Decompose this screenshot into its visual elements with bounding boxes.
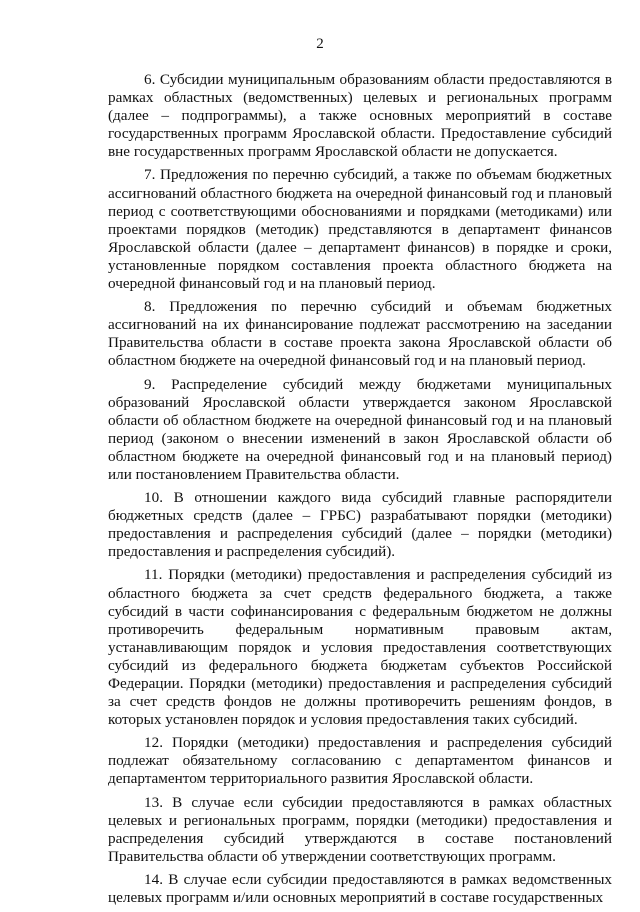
- page-number: 2: [316, 36, 324, 52]
- paragraph-12: 12. Порядки (методики) предоставления и распределения субсидий подлежат обязательному согласованию с департаментом финансов и департаментом территориального развития Ярославской области.: [108, 734, 612, 788]
- paragraph-9: 9. Распределение субсидий между бюджетами муниципальных образований Ярославской области утверждается законом Ярославской области об областном бюджете на очередной финансовый год и на плановый период (законом о внесении изменений в закон Ярославской области об областном бюджете на очередной финансовый год и на плановый период) или постановлением Правительства области.: [108, 375, 612, 483]
- paragraph-13: 13. В случае если субсидии предоставляются в рамках областных целевых и региональных программ, порядки (методики) предоставления и распределения субсидий утверждаются в составе постановлений Правительства области об утверждении соответствующих программ.: [108, 793, 612, 865]
- paragraph-8: 8. Предложения по перечню субсидий и объемам бюджетных ассигнований на их финансирование подлежат рассмотрению на заседании Правительства области в составе проекта закона Ярославской области об областном бюджете на очередной финансовый год и на плановый период.: [108, 298, 612, 370]
- document-body: [108, 71, 612, 912]
- paragraph-10: 10. В отношении каждого вида субсидий главные распорядители бюджетных средств (далее – ГРБС) разрабатывают порядки (методики) предоставления и распределения субсидий (далее – порядки (методики) предоставления и распределения субсидий).: [108, 489, 612, 561]
- paragraph-14: 14. В случае если субсидии предоставляются в рамках ведомственных целевых программ и/или основных мероприятий в составе государственных: [108, 870, 612, 907]
- paragraph-11: 11. Порядки (методики) предоставления и распределения субсидий из областного бюджета за счет средств федерального бюджета, а также субсидий в части софинансирования с федеральным бюджетом не должны противоречить федеральным нормативным правовым актам, устанавливающим порядок и условия предоставления соответствующих субсидий из федерального бюджета бюджетам субъектов Российской Федерации. Порядки (методики) предоставления и распределения субсидий за счет средств фондов не должны противоречить решениям фондов, в которых установлен порядок и условия предоставления таких субсидий.: [108, 566, 612, 729]
- paragraph-7: 7. Предложения по перечню субсидий, а также по объемам бюджетных ассигнований областного бюджета на очередной финансовый год и плановый период с соответствующими обоснованиями и порядками (методиками) или проектами порядков (методик) представляются в департамент финансов Ярославской области (далее – департамент финансов) в порядке и сроки, установленные порядком составления проекта областного бюджета на очередной финансовый год и на плановый период.: [108, 166, 612, 293]
- paragraph-6: 6. Субсидии муниципальным образованиям области предоставляются в рамках областных (ведомственных) целевых и региональных программ (далее – подпрограммы), а также основных мероприятий в составе государственных программ Ярославской области. Предоставление субсидий вне государственных программ Ярославской области не допускается.: [108, 71, 612, 161]
